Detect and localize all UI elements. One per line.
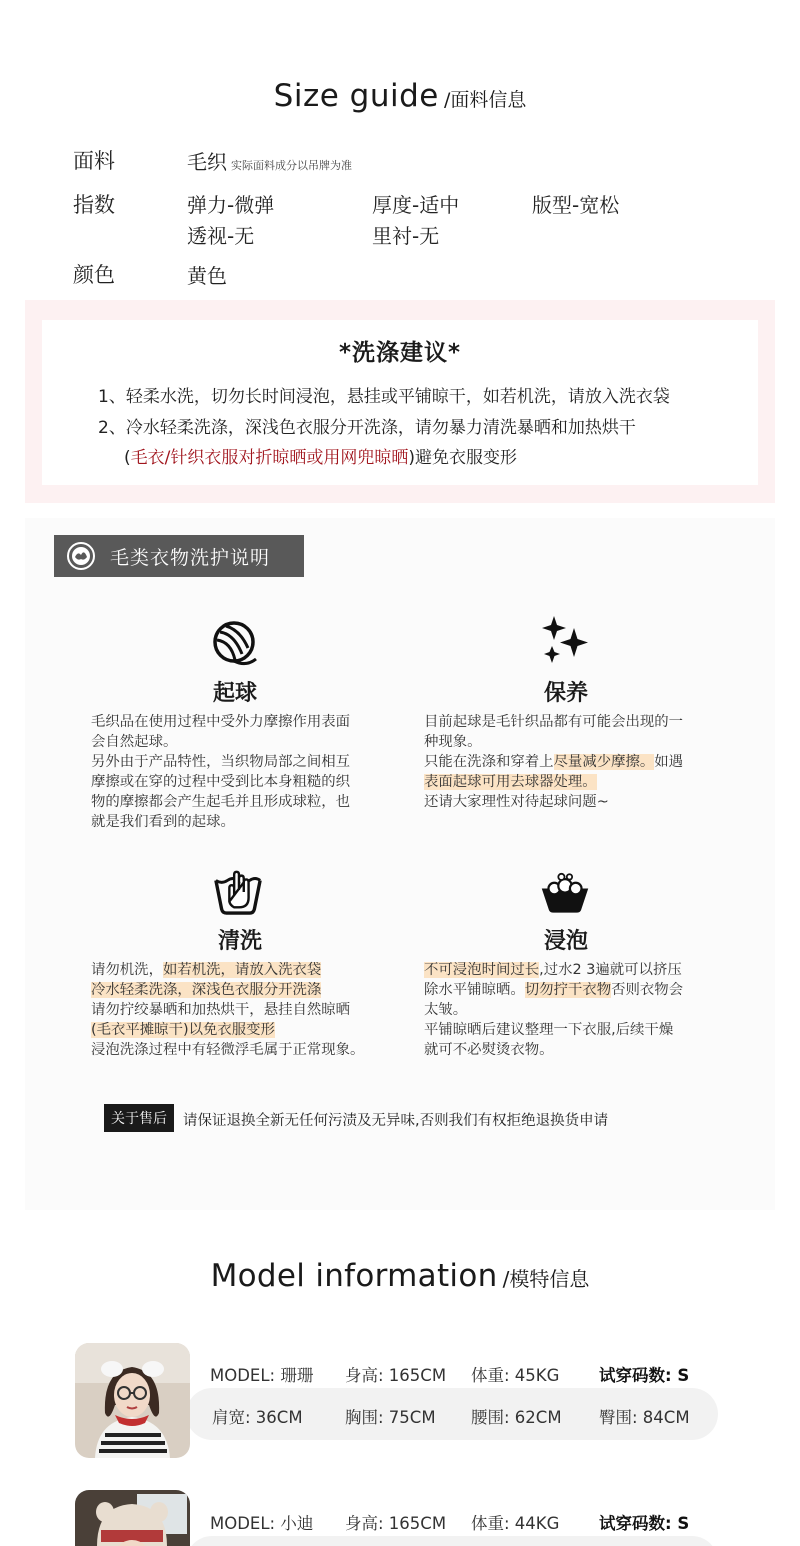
model-weight: 体重: 44KG [471,1514,560,1533]
model-info-title [0,1258,800,1294]
text-segment: 只能在洗涤和穿着上 [424,754,554,770]
care-badge-icon [66,541,96,571]
soaking-line [424,980,683,1000]
index-label: 指数 [73,193,115,217]
soaking-text [424,960,683,1060]
washing-card-text [91,960,364,1060]
after-sales-text: 请保证退换全新无任何污渍及无异味,否则我们有权拒绝退换货申请 [183,1113,609,1129]
model-weight: 体重: 45KG [471,1366,560,1385]
size-guide-title [0,78,800,114]
fabric-note: 实际面料成分以吊牌为准 [231,159,352,172]
pilling-line: 毛织品在使用过程中受外力摩擦作用表面 [91,714,351,730]
maintenance-line: 种现象。 [424,734,482,750]
elasticity-value: 弹力-微弹 [187,193,275,217]
fabric-name: 毛织 [187,150,227,174]
washing-card-title: 清洗 [217,929,262,954]
model-height: 身高: 165CM [345,1514,447,1533]
sparkle-icon [540,614,590,664]
size-guide-title-en: Size guide [273,78,439,114]
maintenance-line [424,772,683,792]
washing-line-2: 2、冷水轻柔洗涤，深浅色衣服分开洗涤，请勿暴力清洗暴晒和加热烘干 [98,418,636,438]
model-1-row-2 [212,1404,690,1428]
maintenance-text [424,712,683,812]
model-hip: 臀围: 84CM [599,1408,690,1427]
highlight: 表面起球可用去球器处理。 [424,774,597,790]
pilling-line: 会自然起球。 [91,734,178,750]
care-header-title: 毛类衣物洗护说明 [110,546,271,569]
model-info-title-cn: /模特信息 [502,1267,590,1291]
fit-value: 版型-宽松 [532,193,620,217]
maintenance-line: 目前起球是毛针织品都有可能会出现的一 [424,714,684,730]
washing-line-3-rest: )避免衣服变形 [408,448,518,468]
text-segment: ,过水2 3遍就可以挤压 [539,962,682,978]
soaking-title: 浸泡 [543,929,588,954]
washing-line-3 [124,443,517,468]
highlight: 切勿拧干衣物 [524,982,612,998]
hand-wash-icon [213,866,263,916]
soaking-line: 就可不必熨烫衣物。 [424,1042,554,1058]
model-photo-illustration [75,1490,190,1546]
washing-card-line [91,1020,364,1040]
model-shoulder: 肩宽: 36CM [212,1408,303,1427]
soak-basin-icon [540,868,590,918]
washing-card-line [91,980,364,1000]
text-segment: 请勿机洗， [91,962,163,978]
model-2-row-1 [210,1510,689,1534]
washing-title: *洗涤建议* [338,340,462,366]
maintenance-line [424,752,683,772]
size-guide-title-cn: /面料信息 [443,89,527,111]
washing-card-line: 请勿拧绞暴晒和加热烘干，悬挂自然晾晒 [91,1002,351,1018]
pilling-line: 摩擦或在穿的过程中受到比本身粗糙的织 [91,774,351,790]
model-photo-illustration [75,1343,190,1458]
yarn-ball-icon [210,618,260,668]
soaking-line: 平铺晾晒后建议整理一下衣服,后续干燥 [424,1022,674,1038]
fabric-value [187,146,352,175]
model-size: 试穿码数: S [599,1514,690,1533]
text-segment: 否则衣物会 [611,982,684,998]
highlight: (毛衣平摊晾干)以免衣服变形 [91,1022,275,1038]
model-waist: 腰围: 62CM [471,1408,562,1427]
pilling-line: 另外由于产品特性，当织物局部之间相互 [91,754,351,770]
color-value: 黄色 [187,264,227,288]
text-segment: 如遇 [654,754,684,770]
text-segment: 除水平铺晾晒。 [424,982,525,998]
highlight: 尽量减少摩擦。 [553,754,655,770]
pilling-line: 就是我们看到的起球。 [91,814,235,830]
model-photo [75,1490,190,1546]
transparency-value: 透视-无 [187,224,255,248]
model-photo [75,1343,190,1458]
washing-line-1: 1、轻柔水洗，切勿长时间浸泡，悬挂或平铺晾干，如若机洗，请放入洗衣袋 [98,387,670,407]
maintenance-line: 还请大家理性对待起球问题~ [424,794,609,810]
maintenance-title: 保养 [543,681,588,706]
color-label: 颜色 [73,263,115,287]
washing-card-line [91,960,364,980]
thickness-value: 厚度-适中 [372,193,460,217]
care-header [54,535,304,577]
highlight: 如若机洗，请放入洗衣袋 [162,962,322,978]
soaking-line [424,960,683,980]
model-size: 试穿码数: S [599,1366,690,1385]
fabric-label: 面料 [73,149,115,173]
lining-value: 里衬-无 [372,224,440,248]
model-name: MODEL: 小迪 [210,1514,314,1533]
pilling-line: 物的摩擦都会产生起毛并且形成球粒，也 [91,794,351,810]
after-sales-tag: 关于售后 [104,1104,174,1132]
washing-card-line: 浸泡洗涤过程中有轻微浮毛属于正常现象。 [91,1042,365,1058]
pilling-text [91,712,350,832]
model-name: MODEL: 珊珊 [210,1366,314,1385]
model-1-row-1 [210,1362,689,1386]
washing-line-3-red: 毛衣/针织衣服对折晾晒或用网兜晾晒 [130,448,409,468]
pilling-title: 起球 [212,681,257,706]
highlight: 冷水轻柔洗涤，深浅色衣服分开洗涤 [91,982,322,998]
model-info-title-en: Model information [210,1258,498,1294]
washing-line-3-open: ( [124,448,131,468]
model-bust: 胸围: 75CM [345,1408,436,1427]
highlight: 不可浸泡时间过长 [424,962,540,978]
model-height: 身高: 165CM [345,1366,447,1385]
model-measurements-pill [186,1536,718,1546]
soaking-line: 太皱。 [424,1002,468,1018]
